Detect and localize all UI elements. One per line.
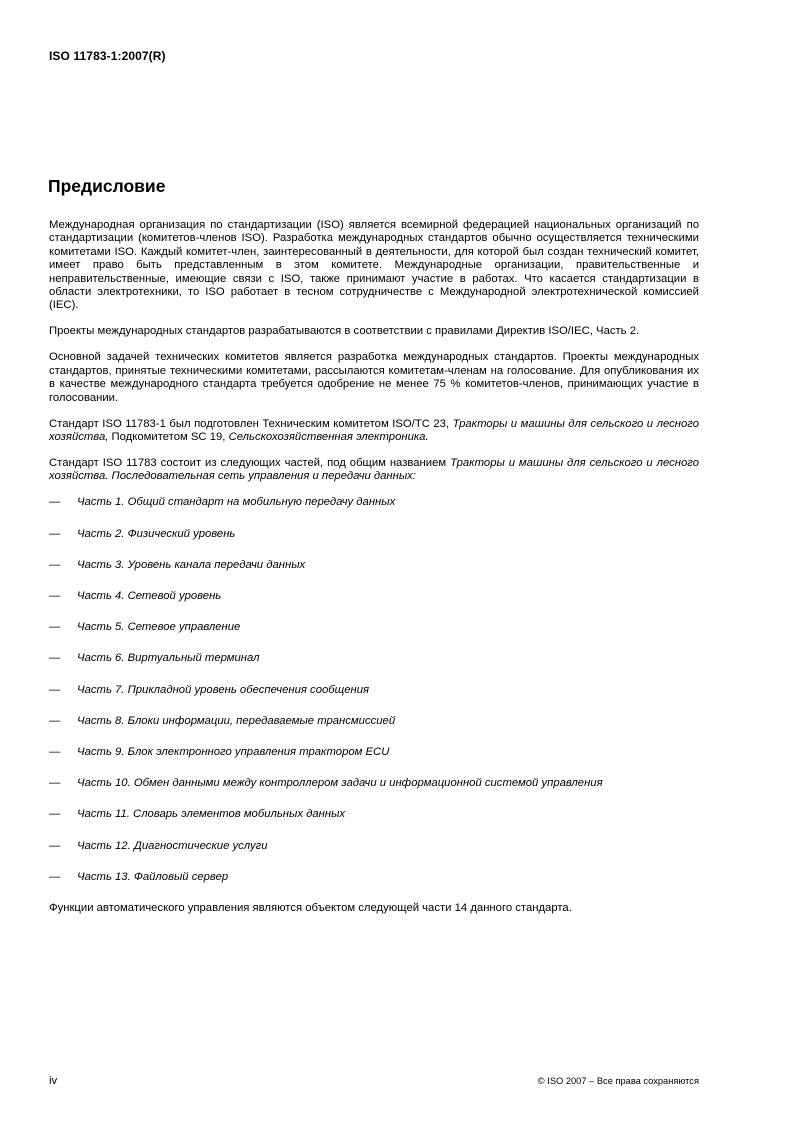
dash-bullet: — (49, 496, 61, 509)
paragraph-part14-note: Функции автоматического управления являются объектом следующей части 14 данного стандарта. (49, 901, 572, 914)
dash-bullet: — (49, 590, 61, 603)
list-item (49, 621, 699, 634)
dash-bullet: — (49, 652, 61, 665)
list-item (49, 808, 699, 821)
paragraph-iso-intro: Международная организация по стандартизации (ISO) является всемирной федерацией национальных организаций по стандартизации (комитетов-членов ISO). Разработка международных стандартов обычно осуществляется техническими комитетами ISO. Каждый комитет-член, заинтересованный в деятельности, для которой был создан технический комитет, имеет право быть представленным в этом комитете. Международные организации, правительственные и неправительственные, имеющие связи с ISO, также принимают участие в работах. Что касается стандартизации в области электротехники, то ISO работает в тесном сотрудничестве с Международной электротехнической комиссией (IEC). (49, 219, 699, 312)
page-title: Предисловие (48, 176, 166, 196)
part-title: Часть 7. Прикладной уровень обеспечения сообщения (77, 683, 370, 696)
list-item (49, 871, 699, 884)
dash-bullet: — (49, 839, 59, 852)
list-item (49, 746, 699, 759)
document-id-header: ISO 11783-1:2007(R) (49, 49, 166, 63)
list-item (49, 777, 699, 790)
part-title: Часть 9. Блок электронного управления трактором ECU (77, 745, 390, 758)
part-title: Часть 12. Диагностические услуги (77, 839, 268, 852)
general-title: Тракторы и машины для сельского и лесного хозяйства. Последовательная сеть управления и передачи данных: (49, 457, 699, 483)
list-item (49, 559, 699, 572)
dash-bullet: — (49, 683, 61, 696)
subcommittee-text: Подкомитетом SC 19, (108, 431, 229, 444)
part-title: Часть 11. Словарь элементов мобильных данных (77, 808, 346, 821)
part-title: Часть 10. Обмен данными между контроллером задачи и информационной системой управления (77, 777, 603, 790)
part-title: Часть 5. Сетевое управление (77, 621, 241, 634)
part-title: Часть 2. Физический уровень (77, 527, 236, 540)
page-number: iv (49, 1075, 58, 1087)
dash-bullet: — (49, 621, 61, 634)
parts-list (49, 496, 699, 884)
part-title: Часть 6. Виртуальный терминал (77, 652, 260, 665)
paragraph-directives: Проекты международных стандартов разрабатываются в соответствии с правилами Директив ISO/IEC, Часть 2. (49, 325, 640, 338)
foreword-body (49, 219, 699, 928)
dash-bullet: — (49, 558, 61, 571)
dash-bullet: — (49, 870, 59, 883)
part-title: Часть 8. Блоки информации, передаваемые трансмиссией (77, 714, 396, 727)
list-item (49, 496, 699, 509)
subcommittee-name: Сельскохозяйственная электроника. (228, 431, 429, 444)
dash-bullet: — (49, 777, 61, 790)
parts-intro-text: Стандарт ISO 11783 состоит из следующих частей, под общим названием (49, 457, 451, 470)
paragraph-parts-intro (49, 457, 699, 484)
list-item (49, 528, 699, 541)
committee-name: Тракторы и машины для сельского и лесного хозяйства, (49, 417, 699, 444)
prepared-by-text: Стандарт ISO 11783-1 был подготовлен Техническим комитетом ISO/TC 23, (49, 417, 453, 430)
list-item (49, 684, 699, 697)
list-item (49, 652, 699, 665)
part-title: Часть 13. Файловый сервер (77, 870, 229, 883)
part-title: Часть 1. Общий стандарт на мобильную передачу данных (77, 496, 396, 509)
list-item (49, 715, 699, 728)
list-item (49, 590, 699, 603)
part-title: Часть 3. Уровень канала передачи данных (77, 558, 306, 571)
paragraph-prepared-by (49, 418, 699, 445)
dash-bullet: — (49, 714, 61, 727)
list-item (49, 840, 699, 853)
dash-bullet: — (49, 527, 61, 540)
paragraph-committees: Основной задачей технических комитетов является разработка международных стандартов. Проекты международных стандартов, принятые техническими комитетами, рассылаются комитетам-членам на голосование. Для опубликования их в качестве международного стандарта требуется одобрение не менее 75 % комитетов-членов, принимающих участие в голосовании. (49, 351, 699, 404)
dash-bullet: — (49, 808, 59, 821)
dash-bullet: — (49, 745, 61, 758)
copyright-notice: © ISO 2007 – Все права сохраняются (537, 1076, 699, 1086)
part-title: Часть 4. Сетевой уровень (77, 590, 222, 603)
